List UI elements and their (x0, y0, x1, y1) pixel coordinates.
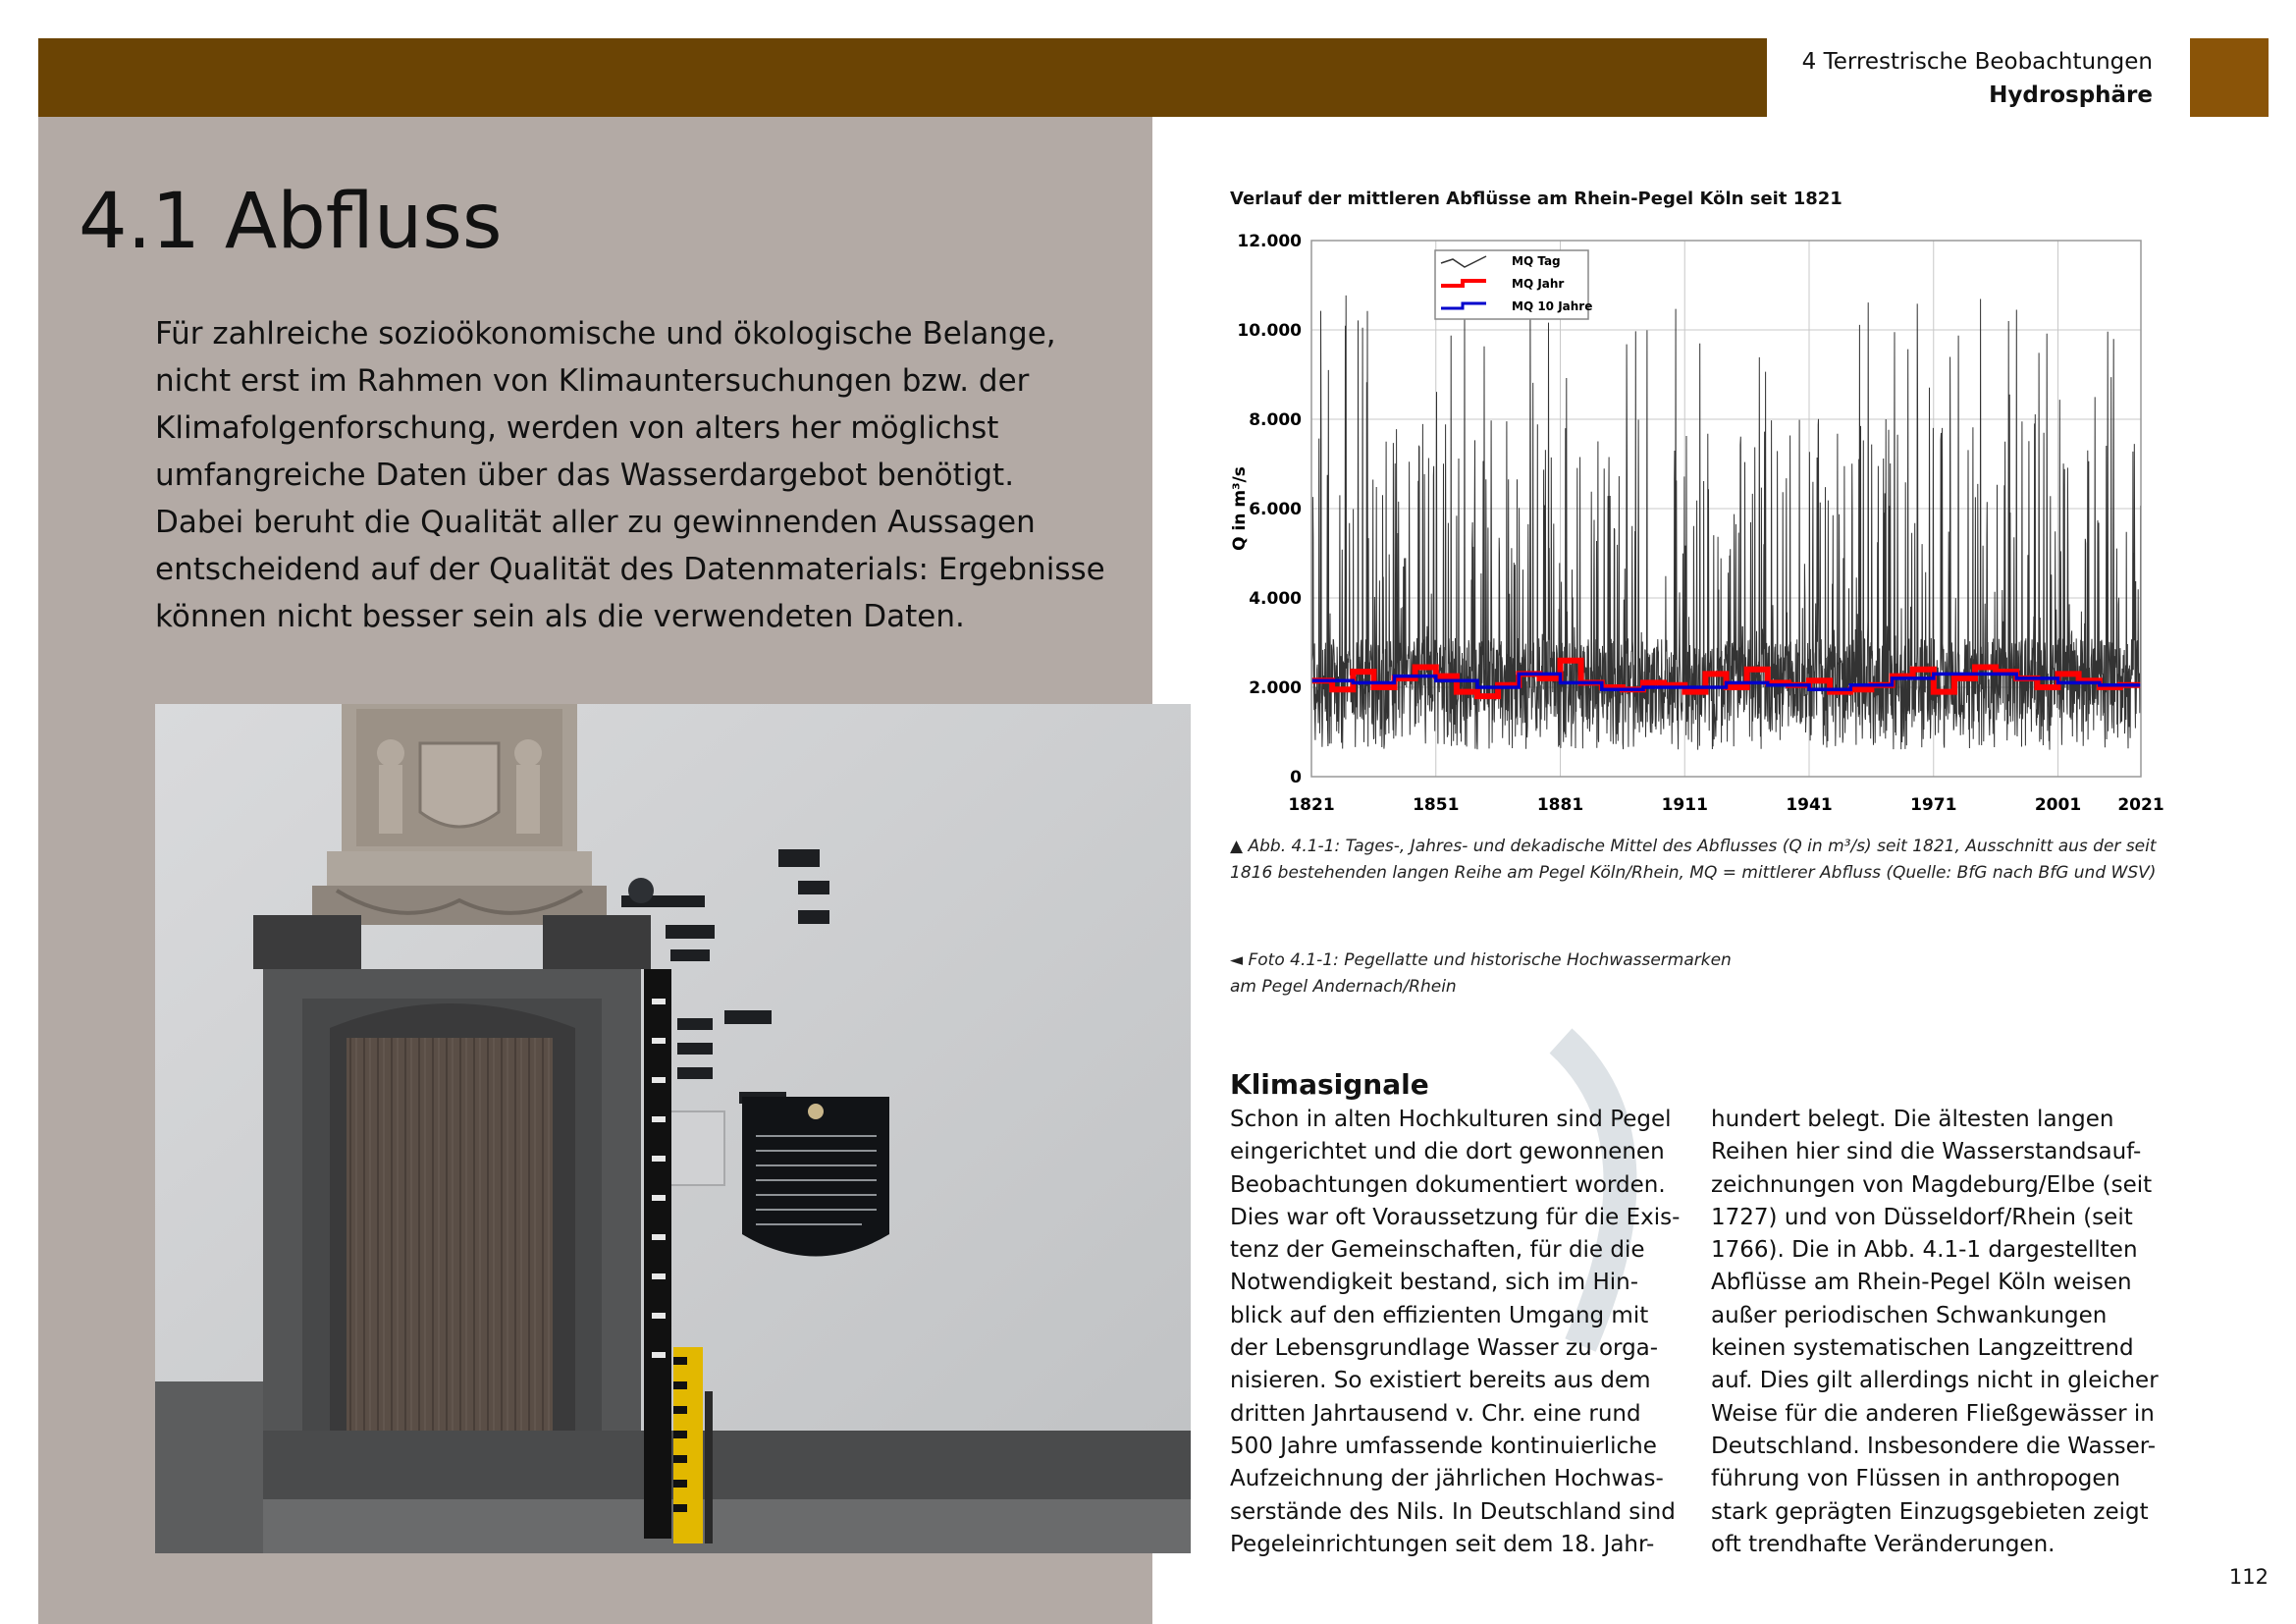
chapter-label: 4 Terrestrische Beobachtungen (1801, 49, 2153, 75)
body-line: Beobachtungen dokumentiert worden. (1230, 1171, 1666, 1198)
body-column-2 (1711, 1104, 2167, 1561)
chart-title: Verlauf der mittleren Abflüsse am Rhein-Pegel Köln seit 1821 (1230, 189, 1842, 209)
body-column-1 (1230, 1104, 1686, 1561)
body-line: keinen systematischen Langzeittrend (1711, 1335, 2134, 1362)
body-line: stark geprägten Einzugsgebieten zeigt (1711, 1498, 2149, 1525)
x-tick-label: 1941 (1786, 795, 1833, 815)
section-label: Hydrosphäre (1989, 82, 2153, 108)
y-tick-label: 10.000 (1237, 321, 1302, 341)
body-line: Aufzeichnung der jährlichen Hochwas- (1230, 1466, 1664, 1492)
body-line: Abflüsse am Rhein-Pegel Köln weisen (1711, 1270, 2132, 1296)
intro-line: umfangreiche Daten über das Wasserdargebot benötigt. (155, 458, 1015, 493)
intro-line: nicht erst im Rahmen von Klimauntersuchungen bzw. der (155, 363, 1030, 399)
legend-label-mq-10-jahre: MQ 10 Jahre (1512, 299, 1593, 313)
memorial-plaque (742, 1097, 889, 1257)
x-tick-label: 1851 (1413, 795, 1460, 815)
body-line: der Lebensgrundlage Wasser zu orga- (1230, 1335, 1659, 1362)
body-line: 500 Jahre umfassende kontinuierliche (1230, 1433, 1657, 1459)
y-axis-label: Q in m³/s (1230, 466, 1250, 551)
x-tick-label: 1911 (1661, 795, 1708, 815)
section-heading-klimasignale: Klimasignale (1230, 1068, 1429, 1101)
gauge-photo (155, 704, 1191, 1553)
x-tick-label: 1971 (1910, 795, 1957, 815)
body-line: Dies war oft Voraussetzung für die Exis- (1230, 1204, 1681, 1230)
body-line: auf. Dies gilt allerdings nicht in gleicher (1711, 1368, 2159, 1394)
coat-of-arms-relief (312, 704, 607, 925)
photo-caption: ◄ Foto 4.1-1: Pegellatte und historische Hochwassermarken am Pegel Andernach/Rhein (1230, 950, 1732, 997)
header-bar (38, 38, 1767, 117)
body-line: Schon in alten Hochkulturen sind Pegel (1230, 1107, 1672, 1132)
intro-line: Für zahlreiche sozioökonomische und ökologische Belange, (155, 316, 1056, 352)
body-line: außer periodischen Schwankungen (1711, 1302, 2108, 1328)
y-tick-label: 8.000 (1249, 410, 1302, 430)
body-line: dritten Jahrtausend v. Chr. eine rund (1230, 1400, 1641, 1427)
legend-label-mq-tag: MQ Tag (1512, 254, 1561, 268)
body-line: 1727) und von Düsseldorf/Rhein (seit (1711, 1204, 2133, 1230)
running-header (1802, 45, 2153, 112)
intro-line: Dabei beruht die Qualität aller zu gewinnenden Aussagen (155, 505, 1036, 540)
header-accent-block (2190, 38, 2269, 117)
gauge-staff-black (644, 969, 671, 1539)
body-line: eingerichtet und die dort gewonnenen (1230, 1139, 1665, 1165)
body-line: führung von Flüssen in anthropogen (1711, 1466, 2121, 1492)
body-line: Reihen hier sind die Wasserstandsauf- (1711, 1139, 2142, 1165)
intro-line: entscheidend auf der Qualität des Datenmaterials: Ergebnisse (155, 552, 1105, 587)
body-line: blick auf den effizienten Umgang mit (1230, 1302, 1649, 1328)
figure-caption: ▲ Abb. 4.1-1: Tages-, Jahres- und dekadische Mittel des Abflusses (Q in m³/s) seit 1821, Ausschnitt aus der seit 1816 bestehenden langen Reihe am Pegel Köln/Rhein, MQ = mittlerer Abfluss (Quelle: BfG nach BfG und WSV) (1230, 837, 2157, 883)
body-line: 1766). Die in Abb. 4.1-1 dargestellten (1711, 1237, 2138, 1264)
body-line: nisieren. So existiert bereits aus dem (1230, 1368, 1651, 1394)
body-line: oft trendhafte Veränderungen. (1711, 1531, 2056, 1557)
x-tick-label: 2001 (2034, 795, 2082, 815)
page-title: 4.1 Abfluss (79, 178, 503, 266)
x-tick-label: 1821 (1288, 795, 1335, 815)
body-line: Pegeleinrichtungen seit dem 18. Jahr- (1230, 1531, 1655, 1557)
intro-line: können nicht besser sein als die verwendeten Daten. (155, 599, 965, 634)
body-line: serstände des Nils. In Deutschland sind (1230, 1498, 1676, 1525)
body-line: Deutschland. Insbesondere die Wasser- (1711, 1433, 2157, 1459)
chart-legend (1435, 250, 1592, 319)
page-number: 112 (2228, 1565, 2269, 1589)
discharge-chart (1217, 224, 2199, 823)
x-tick-label: 2021 (2117, 795, 2164, 815)
y-tick-label: 0 (1290, 768, 1302, 787)
intro-paragraph (155, 310, 1105, 640)
y-tick-label: 2.000 (1249, 678, 1302, 698)
y-tick-label: 12.000 (1237, 232, 1302, 251)
y-tick-label: 6.000 (1249, 500, 1302, 519)
x-tick-label: 1881 (1536, 795, 1584, 815)
y-tick-label: 4.000 (1249, 589, 1302, 609)
x-tick-labels (1288, 795, 2163, 815)
legend-label-mq-jahr: MQ Jahr (1512, 277, 1565, 291)
body-line: Notwendigkeit bestand, sich im Hin- (1230, 1270, 1639, 1296)
body-line: zeichnungen von Magdeburg/Elbe (seit (1711, 1171, 2153, 1198)
body-line: hundert belegt. Die ältesten langen (1711, 1107, 2114, 1132)
intro-line: Klimafolgenforschung, werden von alters her möglichst (155, 410, 999, 446)
body-line: tenz der Gemeinschaften, für die die (1230, 1237, 1645, 1264)
body-line: Weise für die anderen Fließgewässer in (1711, 1400, 2155, 1427)
